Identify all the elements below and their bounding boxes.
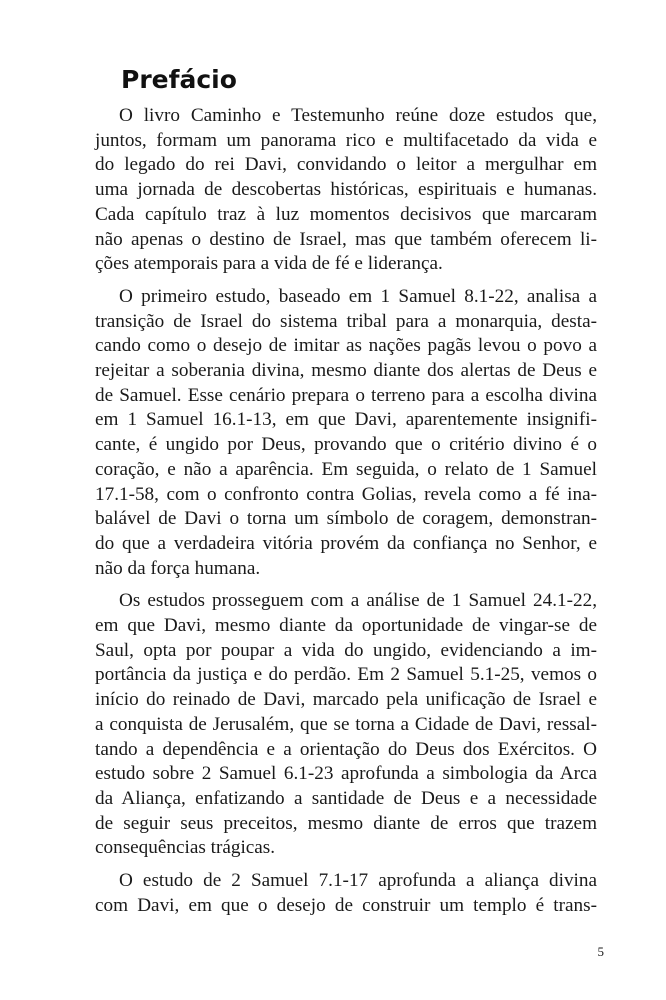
text-line: consequências trágicas.: [95, 837, 276, 859]
text-line: O primeiro estudo, baseado em 1 Samuel 8.1-22, analisa a: [119, 285, 597, 307]
text-line: em que Davi, mesmo diante da oportunidade de vingar-se de: [95, 615, 597, 637]
page-number: 5: [597, 944, 604, 959]
text-line: estudo sobre 2 Samuel 6.1-23 aprofunda a simbologia da Arca: [95, 763, 597, 785]
text-line: a conquista de Jerusalém, que se torna a Cidade de Davi, ressal-: [95, 713, 597, 735]
text-line: com Davi, em que o desejo de construir um templo é trans-: [95, 894, 597, 916]
text-line: O estudo de 2 Samuel 7.1-17 aprofunda a aliança divina: [119, 870, 597, 892]
text-line: O livro Caminho e Testemunho reúne doze estudos que,: [119, 105, 597, 126]
text-line: início do reinado de Davi, marcado pela unificação de Israel e: [95, 689, 597, 711]
text-line: Saul, opta por poupar a vida do ungido, evidenciando a im-: [95, 639, 597, 661]
text-line: balável de Davi o torna um símbolo de coragem, demonstran-: [95, 508, 597, 530]
text-line: do que a verdadeira vitória provém da confiança no Senhor, e: [95, 532, 597, 554]
text-line: Cada capítulo traz à luz momentos decisivos que marcaram: [95, 203, 597, 225]
text-line: transição de Israel do sistema tribal para a monarquia, desta-: [95, 310, 597, 332]
paragraph: [95, 589, 597, 861]
preface-body: [95, 104, 597, 927]
text-line: em 1 Samuel 16.1-13, em que Davi, aparentemente insignifi-: [95, 409, 597, 431]
text-line: Os estudos prosseguem com a análise de 1 Samuel 24.1-22,: [119, 590, 597, 612]
text-line: de seguir seus preceitos, mesmo diante de erros que trazem: [95, 812, 597, 834]
text-line: juntos, formam um panorama rico e multifacetado da vida e: [95, 129, 597, 151]
text-line: portância da justiça e do perdão. Em 2 Samuel 5.1-25, vemos o: [95, 664, 597, 686]
text-line: não apenas o destino de Israel, mas que também oferecem li-: [95, 228, 597, 250]
text-line: coração, e não a aparência. Em seguida, o relato de 1 Samuel: [95, 458, 597, 480]
text-line: cante, é ungido por Deus, provando que o critério divino é o: [95, 434, 597, 456]
text-line: de Samuel. Esse cenário prepara o terreno para a escolha divina: [95, 384, 597, 406]
text-line: da Aliança, enfatizando a santidade de Deus e a necessidade: [95, 787, 597, 809]
paragraph: [95, 104, 597, 277]
text-line: não da força humana.: [95, 557, 261, 579]
paragraph: [95, 285, 597, 581]
paragraph: [95, 869, 597, 918]
text-line: tando a dependência e a orientação do Deus dos Exércitos. O: [95, 738, 597, 760]
page-title: Prefácio: [121, 65, 237, 94]
text-line: rejeitar a soberania divina, mesmo diante dos alertas de Deus e: [95, 360, 597, 382]
text-line: 17.1-58, com o confronto contra Golias, revela como a fé ina-: [95, 483, 597, 505]
text-line: uma jornada de descobertas históricas, espirituais e humanas.: [95, 179, 597, 201]
text-line: do legado do rei Davi, convidando o leitor a mergulhar em: [95, 154, 597, 176]
text-line: cando como o desejo de imitar as nações pagãs levou o povo a: [95, 335, 597, 357]
text-line: ções atemporais para a vida de fé e liderança.: [95, 253, 443, 275]
